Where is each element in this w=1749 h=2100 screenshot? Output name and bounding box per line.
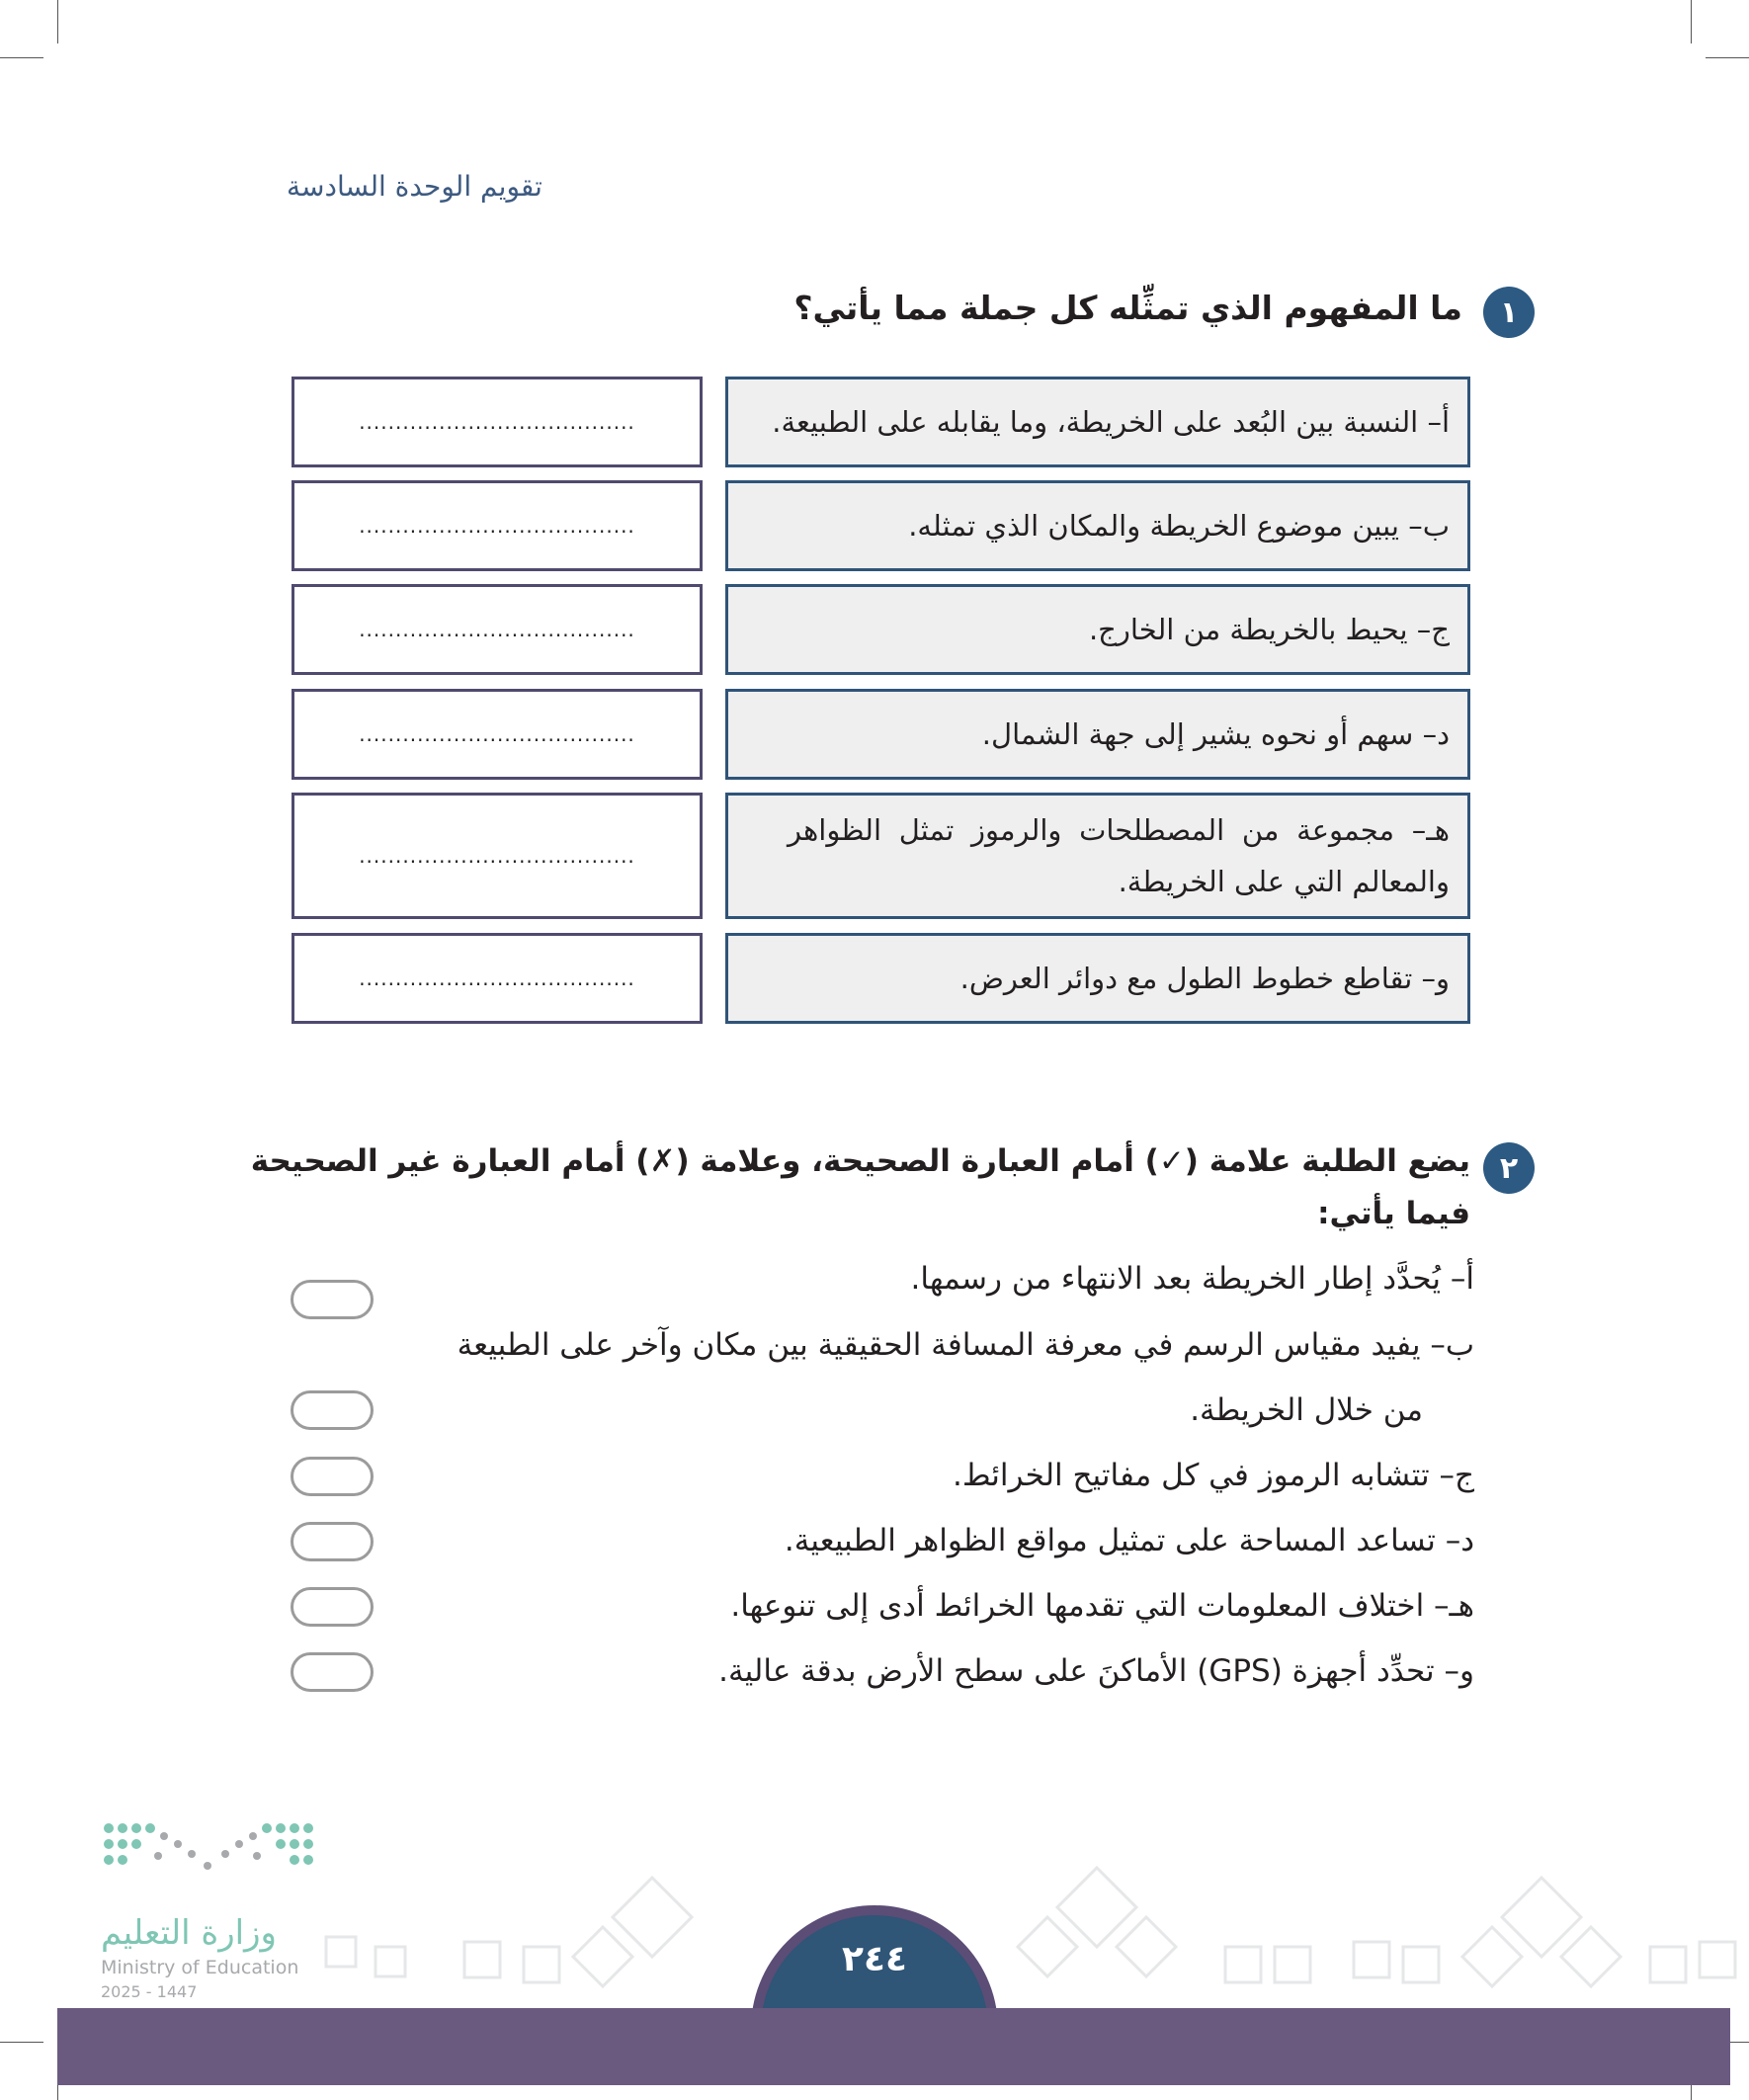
crop-mark [1706,57,1749,58]
statement-box-e: هـ– مجموعة من المصطلحات والرموز تمثل الظواهر والمعالم التي على الخريطة. [725,793,1470,919]
statement-b-line-2: من خلال الخريطة. [1190,1392,1423,1428]
page-number: ٢٤٤ [842,1939,907,1979]
crop-mark [1691,0,1692,43]
crop-mark [0,2042,43,2043]
answer-pill-d[interactable] [291,1522,374,1561]
statement-f: و– تحدِّد أجهزة (GPS) الأماكنَ على سطح الأرض بدقة عالية. [718,1653,1474,1689]
answer-box-e[interactable] [292,793,703,919]
question-2-title-line-1: يضع الطلبة علامة (✓) أمام العبارة الصحيحة، وعلامة (✗) أمام العبارة غير الصحيحة [250,1143,1470,1179]
answer-pill-f[interactable] [291,1652,374,1692]
statement-box-a: أ– النسبة بين البُعد على الخريطة، وما يقابله على الطبيعة. [725,377,1470,467]
statement-d: د– تساعد المساحة على تمثيل مواقع الظواهر الطبيعية. [784,1523,1474,1558]
question-2-number: ٢ [1483,1142,1535,1194]
statement-box-f: و– تقاطع خطوط الطول مع دوائر العرض. [725,933,1470,1024]
ministry-logo-icon [99,1816,316,1910]
answer-pill-c[interactable] [291,1457,374,1496]
crop-mark [57,0,58,43]
answer-blank: ...................................... [359,514,635,538]
answer-pill-b[interactable] [291,1390,374,1430]
answer-box-a[interactable] [292,377,703,467]
footer-band [57,2008,1730,2085]
ministry-logo-arabic: وزارة التعليم [101,1913,277,1953]
statement-box-b: ب– يبين موضوع الخريطة والمكان الذي تمثله. [725,480,1470,571]
answer-blank: ...................................... [359,722,635,746]
answer-blank: ...................................... [359,618,635,641]
statement-b-line-1: ب– يفيد مقياس الرسم في معرفة المسافة الحقيقية بين مكان وآخر على الطبيعة [457,1327,1474,1363]
question-1-number: ١ [1483,287,1535,338]
answer-box-d[interactable] [292,689,703,780]
answer-box-c[interactable] [292,584,703,675]
answer-blank: ...................................... [359,410,635,434]
statement-box-d: د– سهم أو نحوه يشير إلى جهة الشمال. [725,689,1470,780]
statement-e: هـ– اختلاف المعلومات التي تقدمها الخرائط أدى إلى تنوعها. [730,1588,1474,1624]
statement-a: أ– يُحدَّد إطار الخريطة بعد الانتهاء من رسمها. [910,1261,1474,1297]
statement-box-c: ج– يحيط بالخريطة من الخارج. [725,584,1470,675]
page-header-title: تقويم الوحدة السادسة [287,170,542,203]
answer-pill-e[interactable] [291,1587,374,1627]
question-1-title: ما المفهوم الذي تمثِّله كل جملة مما يأتي؟ [793,289,1462,327]
answer-box-f[interactable] [292,933,703,1024]
answer-blank: ...................................... [359,844,635,868]
ministry-logo-english: Ministry of Education [101,1957,299,1978]
crop-mark [0,57,43,58]
question-2-title-line-2: فيما يأتي: [1317,1196,1470,1231]
answer-blank: ...................................... [359,966,635,990]
answer-pill-a[interactable] [291,1280,374,1319]
statement-c: ج– تتشابه الرموز في كل مفاتيح الخرائط. [952,1458,1474,1493]
ministry-logo-year: 2025 - 1447 [101,1982,198,2001]
answer-box-b[interactable] [292,480,703,571]
